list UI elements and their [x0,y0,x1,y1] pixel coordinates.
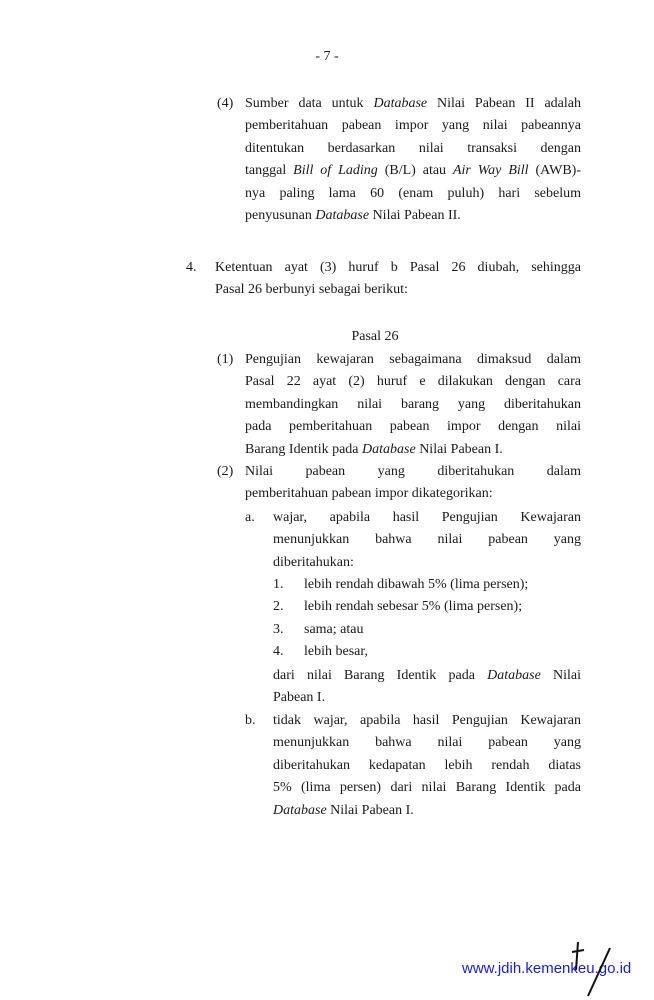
item-label: 3. [273,622,284,637]
text-segment: Pengujian kewajaran sebagaimana dimaksud dalam [245,352,581,367]
paraph-signature [560,940,620,1000]
text-line [245,463,581,481]
text-line [273,531,581,549]
footer-link[interactable]: www.jdih.kemenkeu.go.id [462,960,632,977]
text-line [304,621,363,639]
item-label: (4) [217,96,234,111]
text-segment: Nilai Pabean I. [326,802,414,818]
item-label: (1) [217,352,234,367]
text-line [215,281,408,299]
text-line [245,441,503,459]
italic-term: Air Way Bill [452,163,529,179]
text-line [245,185,581,203]
text-line [273,734,581,752]
text-line [245,207,461,225]
item-label: 1. [273,577,284,592]
text-segment: Nilai pabean yang diberitahukan dalam [245,464,581,479]
text-line [304,643,368,661]
text-segment: Nilai Pabean II. [369,208,461,223]
text-line [304,598,522,616]
text-segment: tidak wajar, apabila hasil Pengujian Kewajaran [273,713,581,728]
item-label: 4. [186,260,197,275]
text-segment: lebih rendah dibawah 5% (lima persen); [304,577,529,592]
text-line [304,576,528,594]
text-segment: pemberitahuan pabean impor dikategorikan: [245,486,493,502]
text-segment: (AWB)- [528,163,581,179]
text-segment: Pasal 22 ayat (2) huruf e dilakukan dengan cara [245,374,581,390]
item-label: a. [245,510,255,525]
text-line [245,162,581,180]
text-segment: menunjukkan bahwa nilai pabean yang [273,532,581,548]
item-label: b. [245,713,256,728]
text-line [245,396,581,414]
text-segment: Ketentuan ayat (3) huruf b Pasal 26 diubah, sehingga [215,260,581,275]
italic-term: Database [373,96,428,111]
text-segment: pada pemberitahuan pabean impor dengan nilai [245,419,581,435]
text-line [215,259,581,277]
text-segment: pemberitahuan pabean impor yang nilai pabeannya [245,118,581,134]
text-segment: sama; atau [304,622,364,637]
italic-term: Database [487,668,541,683]
italic-term: Database [362,441,416,457]
text-segment: ditentukan berdasarkan nilai transaksi dengan [245,140,581,156]
text-segment: lebih rendah sebesar 5% (lima persen); [304,599,523,614]
text-line [273,779,581,797]
text-line [273,712,581,730]
text-line [273,689,325,707]
text-segment: dari nilai Barang Identik pada [273,668,488,683]
page-number: - 7 - [315,49,339,64]
text-line [273,802,414,820]
text-line [245,418,581,436]
text-segment: Barang Identik pada [245,441,363,457]
text-line [273,509,581,527]
text-segment: menunjukkan bahwa nilai pabean yang [273,735,581,751]
text-segment: Sumber data untuk [245,96,374,111]
text-line [245,117,581,135]
text-line [273,667,581,685]
text-segment: nya paling lama 60 (enam puluh) hari sebelum [245,185,581,201]
text-line [245,351,581,369]
text-segment: Nilai Pabean II adalah [427,96,581,111]
text-segment: membandingkan nilai barang yang diberitahukan [245,396,581,412]
text-segment: tanggal [245,163,294,179]
text-line [245,485,493,503]
item-label: 4. [273,644,284,659]
text-segment: Nilai Pabean I. [415,441,503,457]
text-line [245,95,581,113]
italic-term: Database [273,802,327,818]
text-segment: Nilai [540,668,581,683]
text-line [245,140,581,158]
text-line [273,757,581,775]
text-segment: lebih besar, [304,644,368,659]
text-line [273,554,354,572]
text-segment: penyusunan [245,208,316,223]
text-segment: wajar, apabila hasil Pengujian Kewajaran [273,510,581,525]
text-segment: 5% (lima persen) dari nilai Barang Identik pada [273,780,581,796]
text-segment: (B/L) atau [377,163,453,179]
text-segment: diberitahukan: [273,554,354,570]
text-segment: diberitahukan kedapatan lebih rendah diatas [273,757,581,773]
text-line [245,373,581,391]
italic-term: Database [315,208,370,223]
text-segment: Pabean I. [273,690,326,706]
article-heading: Pasal 26 [351,329,399,344]
italic-term: Bill of Lading [293,163,378,179]
item-label: (2) [217,464,234,479]
item-label: 2. [273,599,284,614]
text-segment: Pasal 26 berbunyi sebagai berikut: [215,282,408,298]
